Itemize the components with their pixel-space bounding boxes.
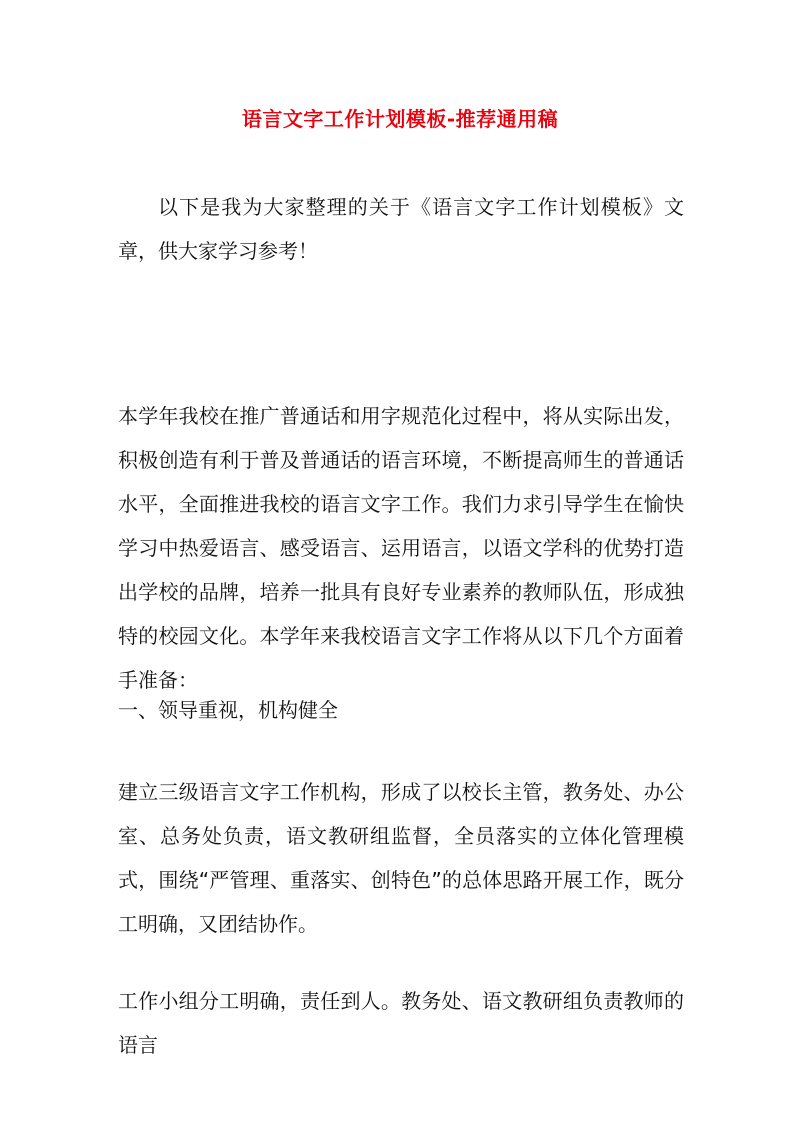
body-paragraph-3: 工作小组分工明确，责任到人。教务处、语文教研组负责教师的语言 (118, 989, 684, 1057)
section-heading-1: 一、领导重视，机构健全 (118, 698, 338, 722)
body-paragraph-2: 建立三级语言文字工作机构，形成了以校长主管，教务处、办公室、总务处负责，语文教研组监督，全员落实的立体化管理模式，围绕“严管理、重落实、创特色”的总体思路开展工作，既分工明确，又团结协作。 (118, 780, 684, 936)
intro-paragraph: 以下是我为大家整理的关于《语言文字工作计划模板》文章，供大家学习参考！ (118, 195, 684, 263)
body-paragraph-1: 本学年我校在推广普通话和用字规范化过程中，将从实际出发，积极创造有利于普及普通话的语言环境，不断提高师生的普通话水平，全面推进我校的语言文字工作。我们力求引导学生在愉快学习中热爱语言、感受语言、运用语言，以语文学科的优势打造出学校的品牌，培养一批具有良好专业素养的教师队伍，形成独特的校园文化。本学年来我校语言文字工作将从以下几个方面着手准备： (118, 404, 684, 692)
document-title: 语言文字工作计划模板-推荐通用稿 (241, 107, 559, 131)
